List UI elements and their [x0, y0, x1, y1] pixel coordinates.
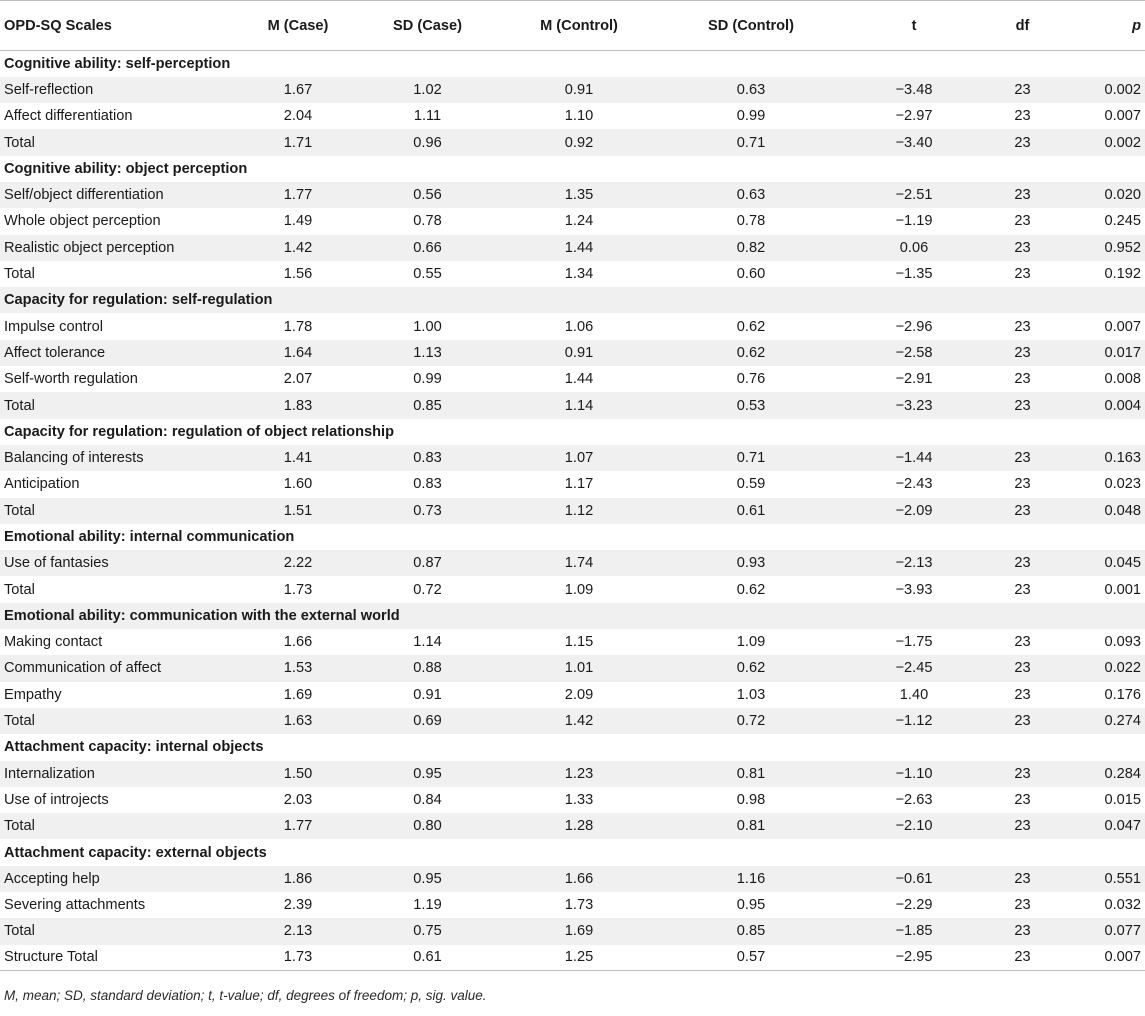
cell-p-value: 0.002	[1104, 134, 1141, 151]
cell-scale-name: Balancing of interests	[4, 450, 144, 467]
cell-p-value: 0.004	[1104, 397, 1141, 414]
cell-scale-name: Total	[4, 134, 35, 151]
cell-m-control: 1.07	[564, 450, 594, 467]
cell-sd-case: 0.73	[413, 502, 442, 519]
cell-p-value: 0.551	[1104, 870, 1141, 887]
cell-sd-case: 0.80	[413, 818, 442, 835]
cell-t-value: −1.75	[895, 634, 933, 651]
cell-scale-name: Structure Total	[4, 949, 98, 966]
cell-scale-name: Anticipation	[4, 476, 80, 493]
cell-m-case: 2.07	[283, 371, 313, 388]
cell-df: 23	[1014, 502, 1031, 519]
cell-m-case: 2.04	[283, 108, 313, 125]
cell-p-value: 0.048	[1104, 502, 1141, 519]
cell-sd-case: 1.00	[413, 318, 442, 335]
cell-sd-case: 0.61	[413, 949, 442, 966]
cell-m-control: 1.44	[564, 371, 594, 388]
section-header-row	[0, 524, 1145, 550]
cell-t-value: −3.23	[895, 397, 933, 414]
cell-sd-control: 0.62	[736, 344, 766, 361]
cell-m-case: 1.42	[283, 239, 313, 256]
table-footnote: M, mean; SD, standard deviation; t, t-value; df, degrees of freedom; p, sig. value.	[4, 988, 487, 1003]
cell-p-value: 0.002	[1104, 81, 1141, 98]
cell-m-control: 1.25	[564, 949, 594, 966]
cell-m-case: 1.51	[283, 502, 313, 519]
cell-sd-case: 0.69	[413, 713, 442, 730]
table-row	[0, 182, 1145, 208]
cell-scale-name: Use of introjects	[4, 791, 109, 808]
section-header-row	[0, 419, 1145, 445]
cell-scale-name: Use of fantasies	[4, 555, 109, 572]
cell-m-control: 1.66	[564, 870, 594, 887]
cell-m-case: 2.22	[283, 555, 313, 572]
table-header	[0, 1, 1145, 51]
cell-p-value: 0.274	[1104, 713, 1141, 730]
section-header-row	[0, 734, 1145, 760]
column-header-m-control: M (Control)	[540, 17, 618, 34]
cell-df: 23	[1014, 476, 1031, 493]
table-row	[0, 629, 1145, 655]
cell-sd-control: 0.62	[736, 318, 766, 335]
cell-sd-case: 1.14	[413, 634, 442, 651]
cell-sd-case: 0.84	[413, 791, 442, 808]
cell-scale-name: Making contact	[4, 634, 103, 651]
header-row	[0, 1, 1145, 51]
cell-df: 23	[1014, 660, 1031, 677]
cell-m-control: 2.09	[564, 686, 594, 703]
cell-sd-case: 1.02	[413, 81, 442, 98]
cell-t-value: −2.91	[895, 371, 933, 388]
cell-m-case: 1.49	[283, 213, 313, 230]
cell-sd-case: 0.87	[413, 555, 442, 572]
cell-df: 23	[1014, 397, 1031, 414]
cell-t-value: −3.93	[895, 581, 933, 598]
table-row	[0, 550, 1145, 576]
table-row	[0, 77, 1145, 103]
cell-sd-control: 0.76	[736, 371, 766, 388]
cell-m-control: 1.06	[564, 318, 594, 335]
table-row	[0, 392, 1145, 418]
cell-scale-name: Total	[4, 581, 35, 598]
cell-m-case: 1.77	[283, 818, 313, 835]
cell-scale-name: Self-reflection	[4, 81, 94, 98]
cell-scale-name: Total	[4, 397, 35, 414]
cell-t-value: −2.13	[895, 555, 933, 572]
cell-sd-control: 0.81	[736, 765, 766, 782]
cell-scale-name: Total	[4, 818, 35, 835]
cell-m-control: 1.14	[564, 397, 594, 414]
cell-scale-name: Whole object perception	[4, 213, 161, 230]
cell-t-value: −1.85	[895, 923, 933, 940]
column-header-sd-case: SD (Case)	[393, 17, 462, 34]
cell-sd-control: 0.93	[736, 555, 766, 572]
cell-scale-name: Realistic object perception	[4, 239, 175, 256]
cell-scale-name: Total	[4, 713, 35, 730]
cell-p-value: 0.023	[1104, 476, 1141, 493]
cell-t-value: −2.96	[895, 318, 933, 335]
cell-df: 23	[1014, 791, 1031, 808]
cell-scale-name: Total	[4, 502, 35, 519]
cell-scale-name: Severing attachments	[4, 897, 146, 914]
section-title: Emotional ability: communication with the external world	[4, 607, 400, 624]
cell-p-value: 0.093	[1104, 634, 1141, 651]
cell-t-value: −2.45	[895, 660, 933, 677]
cell-df: 23	[1014, 634, 1031, 651]
cell-df: 23	[1014, 108, 1031, 125]
cell-sd-control: 1.16	[736, 870, 766, 887]
cell-df: 23	[1014, 344, 1031, 361]
cell-df: 23	[1014, 266, 1031, 283]
cell-m-control: 1.24	[564, 213, 594, 230]
cell-scale-name: Total	[4, 266, 35, 283]
table-row	[0, 340, 1145, 366]
cell-sd-case: 0.95	[413, 870, 442, 887]
cell-t-value: −2.95	[895, 949, 933, 966]
cell-df: 23	[1014, 134, 1031, 151]
cell-m-case: 1.67	[283, 81, 313, 98]
table-row	[0, 498, 1145, 524]
cell-sd-case: 0.78	[413, 213, 442, 230]
cell-t-value: −2.09	[895, 502, 933, 519]
cell-m-case: 1.66	[283, 634, 313, 651]
cell-p-value: 0.015	[1104, 791, 1141, 808]
cell-m-control: 1.33	[564, 791, 594, 808]
table-row	[0, 313, 1145, 339]
cell-df: 23	[1014, 81, 1031, 98]
section-header-row	[0, 287, 1145, 313]
cell-m-control: 1.42	[564, 713, 594, 730]
cell-df: 23	[1014, 897, 1031, 914]
cell-t-value: 1.40	[899, 686, 929, 703]
cell-df: 23	[1014, 371, 1031, 388]
cell-df: 23	[1014, 450, 1031, 467]
cell-m-case: 1.50	[283, 765, 313, 782]
cell-p-value: 0.192	[1104, 266, 1141, 283]
table-row	[0, 261, 1145, 287]
section-header-row	[0, 603, 1145, 629]
cell-sd-case: 1.13	[413, 344, 442, 361]
section-header-row	[0, 839, 1145, 865]
cell-t-value: −2.51	[895, 187, 933, 204]
cell-sd-control: 0.53	[736, 397, 766, 414]
cell-m-case: 1.53	[283, 660, 313, 677]
cell-p-value: 0.007	[1104, 949, 1141, 966]
cell-df: 23	[1014, 581, 1031, 598]
cell-sd-control: 0.71	[736, 450, 766, 467]
cell-sd-case: 1.19	[413, 897, 442, 914]
cell-m-control: 1.74	[564, 555, 594, 572]
cell-m-control: 1.10	[564, 108, 594, 125]
cell-t-value: −3.48	[895, 81, 933, 98]
cell-scale-name: Internalization	[4, 765, 95, 782]
cell-scale-name: Total	[4, 923, 35, 940]
cell-sd-case: 0.99	[413, 371, 442, 388]
cell-sd-control: 0.82	[736, 239, 766, 256]
cell-sd-case: 0.96	[413, 134, 442, 151]
table-row	[0, 235, 1145, 261]
cell-sd-control: 0.98	[736, 791, 766, 808]
section-title: Emotional ability: internal communication	[4, 528, 295, 545]
cell-m-control: 0.91	[564, 81, 594, 98]
cell-scale-name: Impulse control	[4, 318, 103, 335]
cell-sd-control: 0.59	[736, 476, 766, 493]
cell-df: 23	[1014, 949, 1031, 966]
cell-df: 23	[1014, 870, 1031, 887]
cell-scale-name: Self-worth regulation	[4, 371, 138, 388]
table-row	[0, 708, 1145, 734]
cell-t-value: −2.63	[895, 791, 933, 808]
cell-m-control: 1.17	[564, 476, 594, 493]
cell-m-case: 1.56	[283, 266, 313, 283]
cell-p-value: 0.284	[1104, 765, 1141, 782]
cell-p-value: 0.020	[1104, 187, 1141, 204]
cell-p-value: 0.008	[1104, 371, 1141, 388]
table-row	[0, 655, 1145, 681]
cell-t-value: −0.61	[895, 870, 933, 887]
table-row	[0, 761, 1145, 787]
cell-m-case: 1.69	[283, 686, 313, 703]
cell-t-value: −1.12	[895, 713, 933, 730]
cell-p-value: 0.163	[1104, 450, 1141, 467]
cell-df: 23	[1014, 187, 1031, 204]
cell-p-value: 0.077	[1104, 923, 1141, 940]
cell-sd-case: 1.11	[413, 108, 442, 125]
table-row	[0, 103, 1145, 129]
cell-sd-case: 0.66	[413, 239, 442, 256]
table-body	[0, 51, 1145, 971]
section-title: Cognitive ability: self-perception	[4, 55, 231, 72]
cell-t-value: −2.10	[895, 818, 933, 835]
cell-df: 23	[1014, 213, 1031, 230]
table-row	[0, 129, 1145, 155]
section-title: Attachment capacity: internal objects	[4, 739, 264, 756]
cell-df: 23	[1014, 239, 1031, 256]
cell-sd-control: 0.61	[736, 502, 766, 519]
cell-m-case: 1.60	[283, 476, 313, 493]
cell-scale-name: Affect tolerance	[4, 344, 106, 361]
cell-sd-control: 0.62	[736, 660, 766, 677]
cell-p-value: 0.007	[1104, 108, 1141, 125]
cell-sd-case: 0.85	[413, 397, 442, 414]
cell-t-value: −2.58	[895, 344, 933, 361]
cell-m-control: 1.35	[564, 187, 594, 204]
table-row	[0, 866, 1145, 892]
cell-t-value: −1.35	[895, 266, 933, 283]
cell-sd-control: 1.09	[736, 634, 766, 651]
table-row	[0, 945, 1145, 971]
cell-sd-control: 0.72	[736, 713, 766, 730]
cell-m-control: 0.91	[564, 344, 594, 361]
table-row	[0, 813, 1145, 839]
column-header-df: df	[1015, 17, 1030, 34]
section-header-row	[0, 51, 1145, 77]
cell-m-control: 1.69	[564, 923, 594, 940]
cell-t-value: −1.19	[895, 213, 933, 230]
cell-sd-control: 0.95	[736, 897, 766, 914]
section-header-row	[0, 156, 1145, 182]
cell-scale-name: Accepting help	[4, 870, 100, 887]
cell-p-value: 0.007	[1104, 318, 1141, 335]
section-title: Capacity for regulation: self-regulation	[4, 292, 273, 309]
column-header-scales: OPD-SQ Scales	[4, 17, 112, 34]
section-title: Capacity for regulation: regulation of object relationship	[4, 423, 395, 440]
cell-sd-case: 0.95	[413, 765, 442, 782]
cell-sd-case: 0.91	[413, 686, 442, 703]
cell-sd-control: 0.60	[736, 266, 766, 283]
cell-df: 23	[1014, 818, 1031, 835]
table-row	[0, 471, 1145, 497]
cell-sd-control: 0.85	[736, 923, 766, 940]
cell-sd-control: 0.99	[736, 108, 766, 125]
cell-sd-control: 0.62	[736, 581, 766, 598]
cell-m-control: 1.01	[564, 660, 594, 677]
cell-t-value: 0.06	[899, 239, 929, 256]
cell-m-control: 1.09	[564, 581, 594, 598]
cell-m-control: 1.73	[564, 897, 594, 914]
column-header-sd-control: SD (Control)	[708, 17, 794, 34]
cell-p-value: 0.047	[1104, 818, 1141, 835]
cell-m-case: 1.77	[283, 187, 313, 204]
cell-t-value: −2.97	[895, 108, 933, 125]
cell-p-value: 0.022	[1104, 660, 1141, 677]
table-row	[0, 892, 1145, 918]
cell-t-value: −2.29	[895, 897, 933, 914]
cell-m-control: 1.34	[564, 266, 594, 283]
cell-t-value: −2.43	[895, 476, 933, 493]
section-title: Attachment capacity: external objects	[4, 844, 267, 861]
cell-sd-control: 0.57	[736, 949, 766, 966]
table-row	[0, 787, 1145, 813]
cell-sd-control: 0.63	[736, 187, 766, 204]
column-header-p: p	[1132, 17, 1141, 34]
cell-sd-case: 0.75	[413, 923, 442, 940]
cell-m-case: 1.73	[283, 581, 313, 598]
cell-p-value: 0.001	[1104, 581, 1141, 598]
cell-m-case: 2.13	[283, 923, 313, 940]
table-row	[0, 576, 1145, 602]
cell-p-value: 0.017	[1104, 344, 1141, 361]
cell-df: 23	[1014, 765, 1031, 782]
cell-p-value: 0.176	[1104, 686, 1141, 703]
cell-sd-control: 0.78	[736, 213, 766, 230]
cell-df: 23	[1014, 555, 1031, 572]
cell-sd-control: 0.71	[736, 134, 766, 151]
section-title: Cognitive ability: object perception	[4, 160, 248, 177]
cell-sd-case: 0.55	[413, 266, 442, 283]
cell-sd-control: 0.81	[736, 818, 766, 835]
column-header-m-case: M (Case)	[267, 17, 329, 34]
cell-p-value: 0.045	[1104, 555, 1141, 572]
cell-sd-control: 0.63	[736, 81, 766, 98]
cell-df: 23	[1014, 923, 1031, 940]
cell-sd-case: 0.83	[413, 450, 442, 467]
cell-m-case: 1.71	[283, 134, 313, 151]
cell-sd-case: 0.56	[413, 187, 442, 204]
cell-df: 23	[1014, 686, 1031, 703]
cell-p-value: 0.952	[1104, 239, 1141, 256]
cell-m-case: 1.86	[283, 870, 313, 887]
cell-scale-name: Affect differentiation	[4, 108, 133, 125]
cell-scale-name: Empathy	[4, 686, 62, 703]
cell-m-case: 1.73	[283, 949, 313, 966]
cell-m-case: 2.39	[283, 897, 313, 914]
cell-m-control: 1.44	[564, 239, 594, 256]
cell-t-value: −3.40	[895, 134, 933, 151]
table-row	[0, 682, 1145, 708]
cell-p-value: 0.032	[1104, 897, 1141, 914]
cell-m-case: 1.83	[283, 397, 313, 414]
cell-sd-case: 0.88	[413, 660, 442, 677]
table-row	[0, 918, 1145, 944]
cell-p-value: 0.245	[1104, 213, 1141, 230]
table-row	[0, 445, 1145, 471]
cell-scale-name: Self/object differentiation	[4, 187, 164, 204]
cell-df: 23	[1014, 713, 1031, 730]
cell-m-control: 1.15	[564, 634, 594, 651]
cell-m-case: 2.03	[283, 791, 313, 808]
table-row	[0, 208, 1145, 234]
cell-df: 23	[1014, 318, 1031, 335]
cell-m-case: 1.64	[283, 344, 313, 361]
cell-sd-case: 0.72	[413, 581, 442, 598]
cell-m-case: 1.63	[283, 713, 313, 730]
cell-m-control: 1.12	[564, 502, 594, 519]
table-row	[0, 366, 1145, 392]
cell-m-control: 0.92	[564, 134, 594, 151]
cell-m-case: 1.78	[283, 318, 313, 335]
column-header-t: t	[911, 17, 917, 34]
cell-sd-case: 0.83	[413, 476, 442, 493]
cell-m-case: 1.41	[283, 450, 313, 467]
cell-m-control: 1.28	[564, 818, 594, 835]
cell-t-value: −1.10	[895, 765, 933, 782]
cell-sd-control: 1.03	[736, 686, 766, 703]
cell-t-value: −1.44	[895, 450, 933, 467]
cell-m-control: 1.23	[564, 765, 594, 782]
cell-scale-name: Communication of affect	[4, 660, 162, 677]
